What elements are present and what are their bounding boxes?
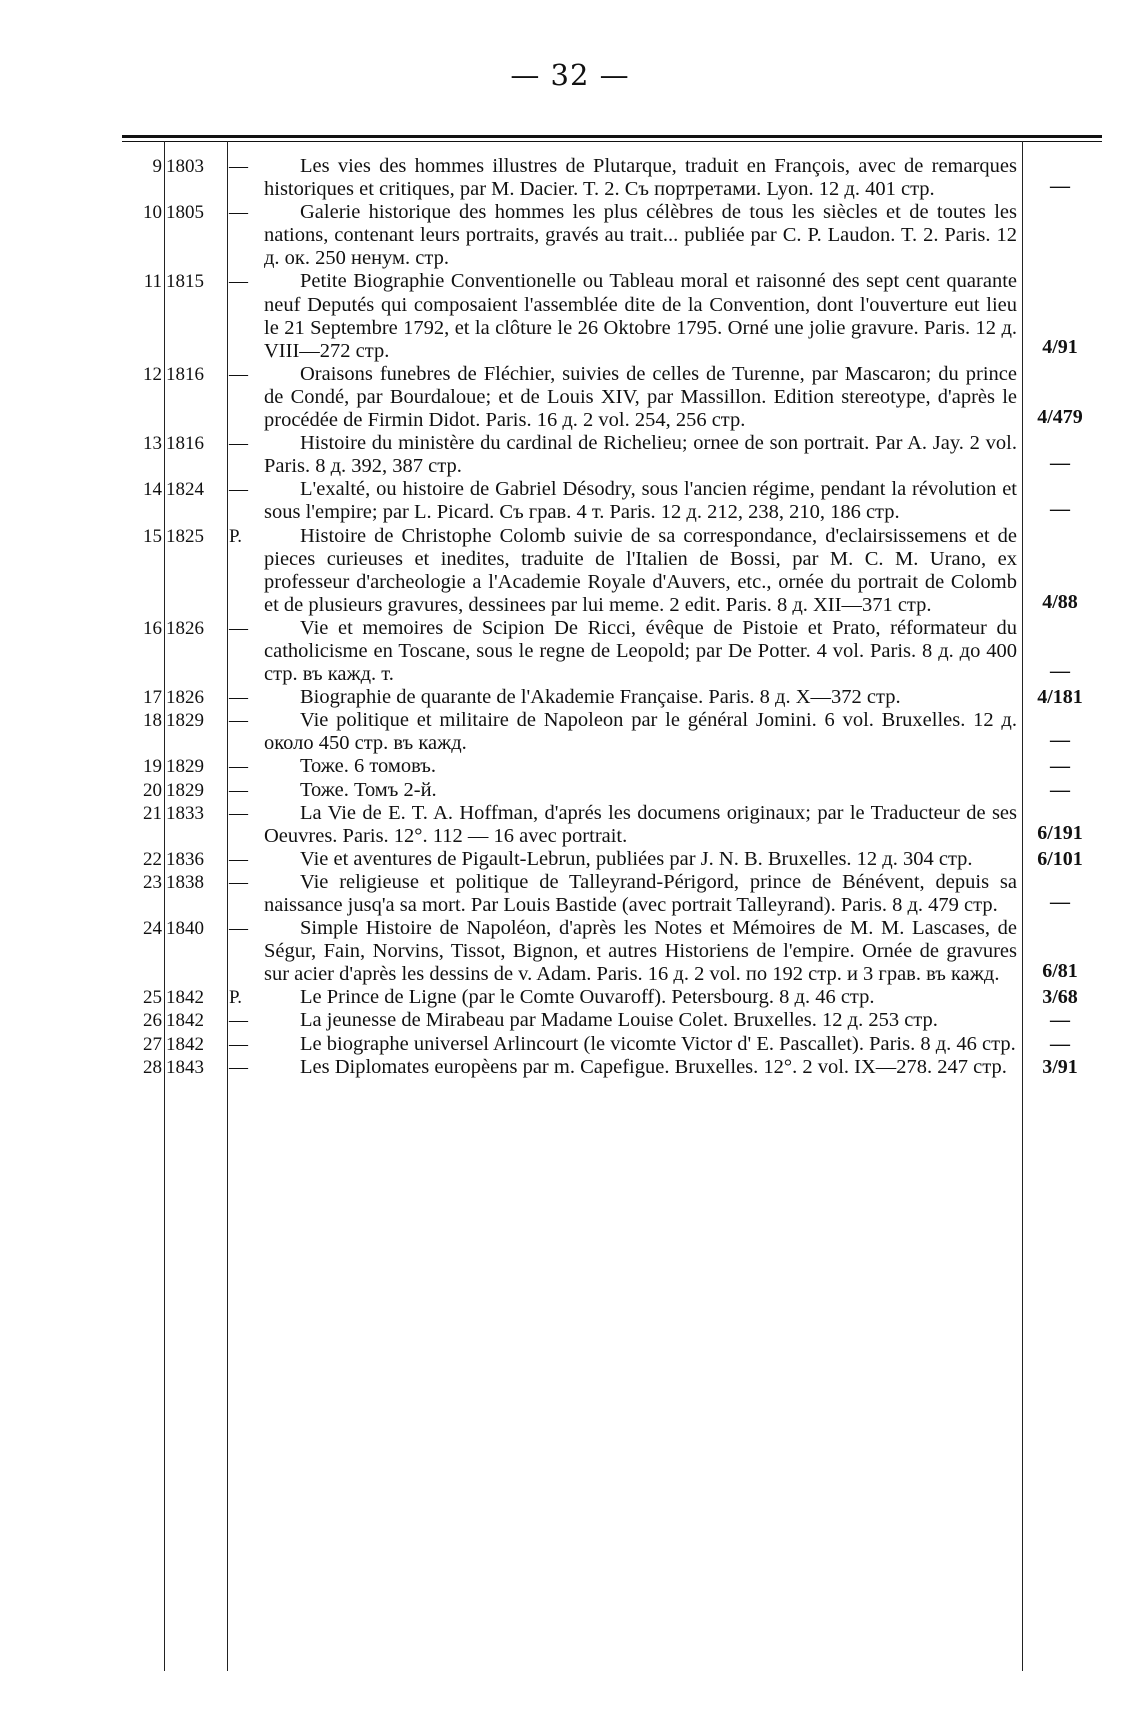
entry-description: Oraisons funebres de Fléchier, suivies de celles de Turenne, par Mascaron; du prince de Condé, par Bourdaloue; et de Louis XIV, par Massillon. Edition stereotype, d'après le procédée de Firmin Didot. Paris. 16 д. 2 vol. 254, 256 стр. (264, 362, 1017, 432)
entry-number: 23 (143, 871, 162, 893)
entry-description: Le Prince de Ligne (par le Comte Ouvaroff). Petersbourg. 8 д. 46 стр. (300, 986, 875, 1009)
bibliography-entry (0, 478, 1140, 524)
entry-mark: — (229, 779, 248, 801)
entry-mark: — (229, 871, 248, 893)
header-rule (122, 135, 1102, 138)
entry-year: 1816 (166, 363, 204, 385)
bibliography-entry (0, 779, 1140, 802)
bibliography-entry (0, 617, 1140, 686)
entry-year: 1816 (166, 433, 204, 455)
entry-mark: — (229, 802, 248, 824)
entry-mark: — (229, 363, 248, 385)
entry-mark: — (229, 756, 248, 778)
entry-mark: — (229, 1010, 248, 1032)
entry-price: 4/181 (1037, 686, 1083, 709)
entry-number: 21 (143, 802, 162, 824)
entry-mark: Р. (229, 525, 242, 547)
entry-year: 1838 (166, 871, 204, 893)
entry-price: 3/68 (1042, 986, 1078, 1009)
entry-year: 1829 (166, 710, 204, 732)
bibliography-entry (0, 363, 1140, 432)
entry-price: — (1050, 729, 1070, 752)
entry-mark: — (229, 710, 248, 732)
entry-description: Vie politique et militaire de Napoleon par le général Jomini. 6 vol. Bruxelles. 12 д. около 450 стр. въ кажд. (264, 709, 1017, 755)
entry-year: 1842 (166, 1010, 204, 1032)
entry-number: 9 (152, 156, 162, 177)
entry-number: 10 (143, 202, 162, 224)
bibliography-entry (0, 709, 1140, 755)
entry-mark: — (229, 271, 248, 293)
entry-price: — (1050, 755, 1070, 778)
entry-description: Simple Histoire de Napoléon, d'après les Notes et Mémoires de M. M. Lascases, de Ségur, Fain, Norvins, Tissot, Bignon, et autres Historiens de l'empire. Ornée de gravures sur acier d'après les dessins de v. Adam. Paris. 16 д. 2 vol. по 192 стр. и 3 грав. въ кажд. (264, 917, 1017, 986)
entry-year: 1805 (166, 202, 204, 224)
entry-price: 6/101 (1037, 847, 1083, 870)
entry-mark: — (229, 848, 248, 870)
entry-year: 1825 (166, 525, 204, 547)
bibliography-entry (0, 802, 1140, 848)
entry-price: — (1050, 175, 1070, 197)
entry-description: La Vie de E. T. A. Hoffman, d'aprés les documens originaux; par le Traducteur de ses Oeuvres. Paris. 12°. 112 — 16 avec portrait. (264, 801, 1017, 847)
entry-number: 22 (143, 848, 162, 870)
entry-year: 1803 (166, 156, 204, 177)
bibliography-entry (0, 686, 1140, 709)
bibliography-entry (0, 155, 1140, 201)
page-number: — 32 — (510, 58, 630, 92)
bibliography-entry (0, 755, 1140, 778)
entry-year: 1842 (166, 987, 204, 1009)
entry-number: 14 (143, 479, 162, 501)
entry-mark: — (229, 617, 248, 639)
entry-description: Vie et aventures de Pigault-Lebrun, publiées par J. N. B. Bruxelles. 12 д. 304 стр. (300, 847, 973, 870)
entry-number: 18 (143, 710, 162, 732)
entry-description: Petite Biographie Conventionelle ou Tableau moral et raisonné des sept cent quarante neuf Deputés qui composaient l'assemblée dite de la Convention, dont l'ouverture eut lieu le 21 Septembre 1792, et la clôture le 26 Oktobre 1795. Orné une jolie gravure. Paris. 12 д. VIII—272 стр. (264, 270, 1017, 362)
entry-number: 19 (143, 756, 162, 778)
entry-number: 11 (143, 271, 162, 293)
entry-price: — (1050, 498, 1070, 521)
bibliography-entry (0, 201, 1140, 270)
entry-price: 6/81 (1042, 960, 1078, 983)
bibliography-entry (0, 917, 1140, 986)
entry-description: Тоже. Томъ 2-й. (300, 778, 437, 801)
entry-number: 13 (143, 433, 162, 455)
header-rule-thin (122, 141, 1102, 142)
entry-description: Le biographe universel Arlincourt (le vicomte Victor d' E. Pascallet). Paris. 8 д. 46 стр. (300, 1032, 1016, 1055)
entry-description: Galerie historique des hommes les plus célèbres de tous les siècles et de toutes les nations, contenant leurs portraits, gravés au trait... publiée par C. P. Laudon. T. 2. Paris. 12 д. ок. 250 ненум. стр. (264, 201, 1017, 270)
bibliography-entry (0, 871, 1140, 917)
entry-number: 15 (143, 525, 162, 547)
entry-price: 6/191 (1037, 821, 1083, 844)
entry-year: 1826 (166, 687, 204, 709)
entry-price: — (1050, 452, 1070, 475)
entry-description: Тоже. 6 томовъ. (300, 755, 437, 778)
entry-description: Les vies des hommes illustres de Plutarque, traduit en François, avec de remarques historiques et critiques, par M. Dacier. T. 2. Съ портретами. Lyon. 12 д. 401 стр. (264, 155, 1017, 201)
entry-price: 4/91 (1042, 336, 1078, 359)
entry-description: Les Diplomates europèens par m. Capefigue. Bruxelles. 12°. 2 vol. IX—278. 247 стр. (300, 1055, 1007, 1078)
entry-price: — (1050, 659, 1070, 682)
entry-year: 1840 (166, 918, 204, 940)
entry-mark: — (229, 1033, 248, 1055)
entry-mark: — (229, 479, 248, 501)
bibliography-entry (0, 270, 1140, 362)
entry-year: 1843 (166, 1056, 204, 1078)
entry-year: 1836 (166, 848, 204, 870)
bibliography-entry (0, 1033, 1140, 1056)
entry-price: — (1050, 1009, 1070, 1032)
entry-year: 1833 (166, 802, 204, 824)
entry-year: 1842 (166, 1033, 204, 1055)
entry-description: L'exalté, ou histoire de Gabriel Désodry, sous l'ancien régime, pendant la révolution et sous l'empire; par L. Picard. Съ грав. 4 т. Paris. 12 д. 212, 238, 210, 186 стр. (264, 478, 1017, 524)
entry-number: 26 (143, 1010, 162, 1032)
bibliography-entry (0, 848, 1140, 871)
entry-price: 3/91 (1042, 1055, 1078, 1078)
entry-year: 1826 (166, 617, 204, 639)
bibliography-entry (0, 525, 1140, 617)
entry-price: — (1050, 1032, 1070, 1055)
entry-mark: — (229, 156, 248, 177)
bibliography-entry (0, 432, 1140, 478)
entry-year: 1829 (166, 756, 204, 778)
entry-mark: — (229, 687, 248, 709)
entry-mark: — (229, 202, 248, 224)
entry-year: 1824 (166, 479, 204, 501)
entry-year: 1829 (166, 779, 204, 801)
entry-number: 17 (143, 687, 162, 709)
entry-description: Histoire de Christophe Colomb suivie de sa correspondance, d'eclairsissemens et de pieces curieuses et inedites, traduite de l'Italien de Bossi, par M. C. M. Urano, ex professeur d'archeologie a l'Academie Royale d'Auvers, etc., ornée du portrait de Colomb et de plusieurs gravures, dessinees par lui meme. 2 edit. Paris. 8 д. XII—371 стр. (264, 524, 1017, 616)
bibliography-entry (0, 986, 1140, 1009)
bibliography-entry (0, 1009, 1140, 1032)
entry-number: 24 (143, 918, 162, 940)
entry-number: 20 (143, 779, 162, 801)
entry-description: Histoire du ministère du cardinal de Richelieu; ornee de son portrait. Par A. Jay. 2 vol. Paris. 8 д. 392, 387 стр. (264, 432, 1017, 478)
entry-mark: — (229, 1056, 248, 1078)
entry-number: 12 (143, 363, 162, 385)
entry-mark: — (229, 918, 248, 940)
entry-mark: Р. (229, 987, 242, 1009)
entry-price: 4/479 (1037, 405, 1083, 428)
bibliography-entry (0, 1056, 1140, 1079)
entry-year: 1815 (166, 271, 204, 293)
bibliography-list (0, 155, 1140, 1079)
entry-mark: — (229, 433, 248, 455)
entry-price: 4/88 (1042, 590, 1078, 613)
entry-description: Biographie de quarante de l'Akademie Française. Paris. 8 д. X—372 стр. (300, 686, 901, 709)
entry-number: 25 (143, 987, 162, 1009)
entry-price: — (1050, 890, 1070, 913)
entry-description: Vie et memoires de Scipion De Ricci, évêque de Pistoie et Prato, réformateur du catholicisme en Toscane, sous le regne de Leopold; par De Potter. 4 vol. Paris. 8 д. до 400 стр. въ кажд. т. (264, 616, 1017, 686)
entry-description: La jeunesse de Mirabeau par Madame Louise Colet. Bruxelles. 12 д. 253 стр. (300, 1009, 938, 1032)
entry-number: 27 (143, 1033, 162, 1055)
entry-number: 28 (143, 1056, 162, 1078)
entry-description: Vie religieuse et politique de Talleyrand-Périgord, prince de Bénévent, depuis sa naissance jusq'a sa mort. Par Louis Bastide (avec portrait Talleyrand). Paris. 8 д. 479 стр. (264, 870, 1017, 916)
entry-number: 16 (143, 617, 162, 639)
entry-price: — (1050, 778, 1070, 801)
